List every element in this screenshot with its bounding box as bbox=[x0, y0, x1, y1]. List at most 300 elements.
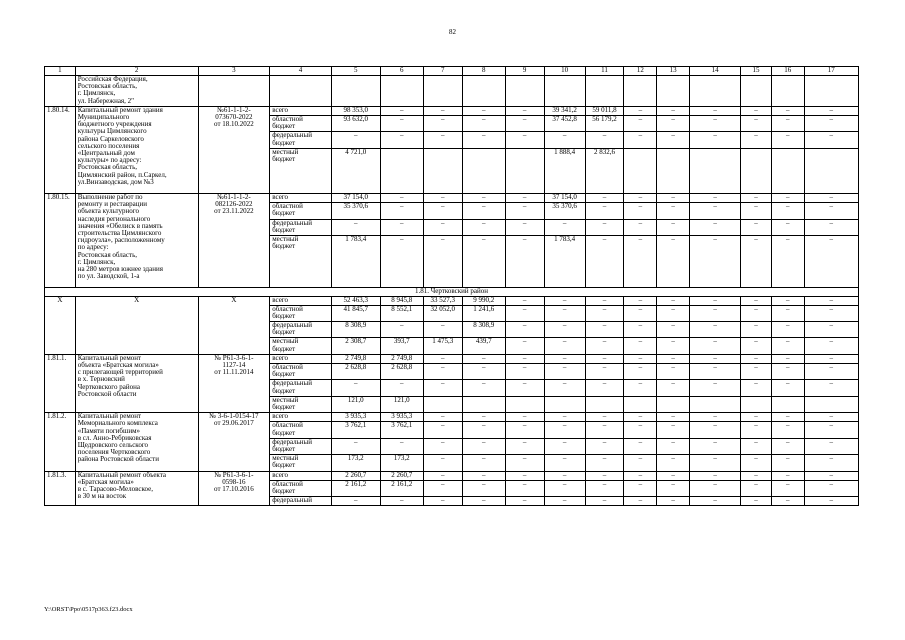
amount-cell: – bbox=[544, 354, 585, 363]
funding-source: местный бюджет bbox=[270, 235, 331, 287]
amount-cell: – bbox=[657, 364, 690, 380]
document-number: №61-1-1-2- 082126-2022 от 23.11.2022 bbox=[198, 193, 270, 287]
table-row bbox=[45, 413, 859, 422]
amount-cell: – bbox=[462, 497, 505, 506]
object-name: Капитальный ремонт объекта «Братская могила» с прилегающей территорией в х. Терновский Чертковского района Ростовской области bbox=[75, 354, 198, 412]
amount-cell: – bbox=[462, 380, 505, 396]
amount-cell: – bbox=[544, 480, 585, 496]
amount-cell: – bbox=[505, 380, 544, 396]
document-number: № Р61-3-6-1- 0598-16 от 17.10.2016 bbox=[198, 471, 270, 506]
amount-cell bbox=[544, 396, 585, 412]
amount-cell: 33 527,3 bbox=[423, 296, 462, 305]
amount-cell: – bbox=[804, 106, 858, 115]
amount-cell: – bbox=[771, 132, 804, 148]
amount-cell: 8 552,1 bbox=[380, 305, 423, 321]
amount-cell: – bbox=[585, 219, 624, 235]
amount-cell: 41 845,7 bbox=[331, 305, 380, 321]
amount-cell: – bbox=[804, 354, 858, 363]
header-cell: 1 bbox=[45, 67, 76, 76]
amount-cell: – bbox=[505, 219, 544, 235]
amount-cell: 59 011,8 bbox=[585, 106, 624, 115]
amount-cell bbox=[505, 396, 544, 412]
amount-cell: – bbox=[585, 413, 624, 422]
amount-cell: – bbox=[462, 438, 505, 454]
amount-cell: 2 749,8 bbox=[380, 354, 423, 363]
amount-cell: – bbox=[544, 380, 585, 396]
amount-cell bbox=[380, 148, 423, 193]
amount-cell: 8 308,9 bbox=[331, 322, 380, 338]
amount-cell: – bbox=[804, 380, 858, 396]
amount-cell: – bbox=[689, 115, 740, 131]
amount-cell bbox=[423, 396, 462, 412]
amount-cell: 2 161,2 bbox=[331, 480, 380, 496]
amount-cell: – bbox=[331, 132, 380, 148]
table-row bbox=[45, 106, 859, 115]
amount-cell bbox=[771, 148, 804, 193]
document-number: Х bbox=[198, 296, 270, 354]
amount-cell: – bbox=[544, 322, 585, 338]
amount-cell: – bbox=[462, 422, 505, 438]
amount-cell: – bbox=[624, 380, 657, 396]
amount-cell: – bbox=[689, 497, 740, 506]
amount-cell: – bbox=[657, 235, 690, 287]
amount-cell: – bbox=[804, 364, 858, 380]
amount-cell: – bbox=[741, 193, 772, 202]
amount-cell: – bbox=[804, 322, 858, 338]
amount-cell: – bbox=[624, 338, 657, 354]
amount-cell: – bbox=[624, 132, 657, 148]
amount-cell: – bbox=[689, 455, 740, 471]
amount-cell: – bbox=[771, 296, 804, 305]
amount-cell: – bbox=[741, 219, 772, 235]
amount-cell: – bbox=[585, 235, 624, 287]
amount-cell: – bbox=[380, 497, 423, 506]
funding-source: всего bbox=[270, 106, 331, 115]
amount-cell: – bbox=[741, 422, 772, 438]
item-number: 1.81.3. bbox=[45, 471, 76, 506]
amount-cell: – bbox=[771, 471, 804, 480]
amount-cell bbox=[505, 76, 544, 107]
funding-source: федеральный бюджет bbox=[270, 322, 331, 338]
amount-cell: – bbox=[804, 296, 858, 305]
header-cell: 16 bbox=[771, 67, 804, 76]
amount-cell: – bbox=[544, 305, 585, 321]
funding-source: всего bbox=[270, 193, 331, 202]
amount-cell: 2 260,7 bbox=[331, 471, 380, 480]
amount-cell: – bbox=[505, 235, 544, 287]
amount-cell: – bbox=[423, 413, 462, 422]
amount-cell: – bbox=[689, 296, 740, 305]
amount-cell: – bbox=[624, 364, 657, 380]
amount-cell: – bbox=[624, 354, 657, 363]
amount-cell: – bbox=[462, 354, 505, 363]
amount-cell: – bbox=[657, 438, 690, 454]
amount-cell: – bbox=[804, 422, 858, 438]
amount-cell: – bbox=[771, 322, 804, 338]
header-cell: 7 bbox=[423, 67, 462, 76]
amount-cell bbox=[624, 76, 657, 107]
amount-cell: – bbox=[423, 422, 462, 438]
amount-cell: – bbox=[771, 455, 804, 471]
table-row bbox=[45, 193, 859, 202]
amount-cell: 2 628,8 bbox=[331, 364, 380, 380]
amount-cell: – bbox=[741, 471, 772, 480]
funding-source: местный бюджет bbox=[270, 148, 331, 193]
amount-cell: – bbox=[505, 132, 544, 148]
amount-cell bbox=[741, 396, 772, 412]
amount-cell: – bbox=[771, 422, 804, 438]
funding-source bbox=[270, 76, 331, 107]
amount-cell: – bbox=[462, 471, 505, 480]
amount-cell: 1 241,6 bbox=[462, 305, 505, 321]
amount-cell: – bbox=[585, 203, 624, 219]
amount-cell: – bbox=[804, 413, 858, 422]
amount-cell bbox=[331, 76, 380, 107]
amount-cell: 3 935,3 bbox=[380, 413, 423, 422]
amount-cell: – bbox=[741, 354, 772, 363]
amount-cell: – bbox=[544, 438, 585, 454]
amount-cell: – bbox=[423, 438, 462, 454]
amount-cell: – bbox=[331, 438, 380, 454]
amount-cell: – bbox=[689, 322, 740, 338]
amount-cell: – bbox=[804, 115, 858, 131]
amount-cell: – bbox=[505, 322, 544, 338]
amount-cell: – bbox=[380, 115, 423, 131]
amount-cell bbox=[585, 396, 624, 412]
amount-cell: 3 762,1 bbox=[380, 422, 423, 438]
amount-cell: – bbox=[380, 322, 423, 338]
amount-cell bbox=[585, 76, 624, 107]
amount-cell: – bbox=[423, 203, 462, 219]
amount-cell: – bbox=[741, 364, 772, 380]
amount-cell: 32 052,0 bbox=[423, 305, 462, 321]
header-cell: 8 bbox=[462, 67, 505, 76]
amount-cell: – bbox=[771, 235, 804, 287]
amount-cell: – bbox=[771, 354, 804, 363]
funding-source: местный бюджет bbox=[270, 338, 331, 354]
amount-cell: – bbox=[624, 497, 657, 506]
amount-cell: – bbox=[505, 193, 544, 202]
document-number bbox=[198, 76, 270, 107]
amount-cell: – bbox=[462, 132, 505, 148]
amount-cell: – bbox=[585, 480, 624, 496]
funding-source: федеральный бюджет bbox=[270, 132, 331, 148]
object-name: Капитальный ремонт Мемориального комплекса «Памяти погибшим» в сл. Анно-Ребриковская Щедровского сельского поселения Чертковского района Ростовской области bbox=[75, 413, 198, 471]
amount-cell: – bbox=[462, 115, 505, 131]
amount-cell: – bbox=[624, 480, 657, 496]
header-cell: 11 bbox=[585, 67, 624, 76]
amount-cell: 98 353,0 bbox=[331, 106, 380, 115]
amount-cell: – bbox=[505, 115, 544, 131]
amount-cell: – bbox=[505, 438, 544, 454]
amount-cell bbox=[804, 76, 858, 107]
amount-cell: – bbox=[741, 413, 772, 422]
header-cell: 9 bbox=[505, 67, 544, 76]
amount-cell: – bbox=[380, 438, 423, 454]
amount-cell: – bbox=[657, 422, 690, 438]
amount-cell bbox=[689, 148, 740, 193]
object-name: Х bbox=[75, 296, 198, 354]
amount-cell: – bbox=[624, 296, 657, 305]
amount-cell bbox=[624, 396, 657, 412]
funding-source: областной бюджет bbox=[270, 364, 331, 380]
amount-cell: – bbox=[741, 497, 772, 506]
amount-cell: – bbox=[544, 471, 585, 480]
amount-cell: – bbox=[741, 438, 772, 454]
amount-cell: – bbox=[380, 203, 423, 219]
amount-cell: – bbox=[380, 219, 423, 235]
amount-cell bbox=[505, 148, 544, 193]
header-cell: 10 bbox=[544, 67, 585, 76]
amount-cell: – bbox=[462, 193, 505, 202]
amount-cell: – bbox=[657, 480, 690, 496]
amount-cell: – bbox=[585, 422, 624, 438]
amount-cell: – bbox=[771, 305, 804, 321]
amount-cell: – bbox=[741, 480, 772, 496]
amount-cell: – bbox=[771, 380, 804, 396]
amount-cell: – bbox=[331, 219, 380, 235]
amount-cell: – bbox=[423, 364, 462, 380]
amount-cell bbox=[462, 396, 505, 412]
amount-cell: 1 475,3 bbox=[423, 338, 462, 354]
amount-cell: – bbox=[804, 455, 858, 471]
amount-cell: – bbox=[741, 106, 772, 115]
amount-cell: 1 888,4 bbox=[544, 148, 585, 193]
funding-source: федеральный bbox=[270, 497, 331, 506]
amount-cell: – bbox=[689, 380, 740, 396]
funding-source: всего bbox=[270, 354, 331, 363]
amount-cell: – bbox=[657, 132, 690, 148]
amount-cell: – bbox=[741, 322, 772, 338]
amount-cell: – bbox=[462, 235, 505, 287]
item-number: 1.81.1. bbox=[45, 354, 76, 412]
amount-cell: – bbox=[544, 219, 585, 235]
amount-cell: – bbox=[505, 364, 544, 380]
item-number: Х bbox=[45, 296, 76, 354]
amount-cell: – bbox=[585, 471, 624, 480]
funding-source: федеральный бюджет bbox=[270, 219, 331, 235]
amount-cell bbox=[544, 76, 585, 107]
amount-cell: – bbox=[505, 338, 544, 354]
amount-cell: – bbox=[657, 322, 690, 338]
amount-cell: – bbox=[423, 455, 462, 471]
amount-cell: – bbox=[380, 235, 423, 287]
amount-cell: – bbox=[804, 338, 858, 354]
funding-source: областной бюджет bbox=[270, 422, 331, 438]
amount-cell: – bbox=[624, 471, 657, 480]
amount-cell: – bbox=[689, 132, 740, 148]
item-number: 1.80.14. bbox=[45, 106, 76, 193]
amount-cell bbox=[624, 148, 657, 193]
amount-cell: 37 154,0 bbox=[331, 193, 380, 202]
table-body bbox=[45, 67, 859, 506]
amount-cell: – bbox=[657, 115, 690, 131]
amount-cell: – bbox=[804, 235, 858, 287]
amount-cell bbox=[462, 76, 505, 107]
amount-cell: 2 628,8 bbox=[380, 364, 423, 380]
header-cell: 12 bbox=[624, 67, 657, 76]
amount-cell: 37 452,8 bbox=[544, 115, 585, 131]
amount-cell: – bbox=[804, 203, 858, 219]
funding-source: местный бюджет bbox=[270, 455, 331, 471]
amount-cell: – bbox=[741, 203, 772, 219]
amount-cell: – bbox=[741, 132, 772, 148]
amount-cell: – bbox=[689, 338, 740, 354]
header-cell: 4 bbox=[270, 67, 331, 76]
amount-cell: – bbox=[657, 193, 690, 202]
amount-cell: – bbox=[689, 193, 740, 202]
table-row bbox=[45, 76, 859, 107]
header-cell: 3 bbox=[198, 67, 270, 76]
amount-cell bbox=[804, 148, 858, 193]
amount-cell bbox=[689, 76, 740, 107]
amount-cell bbox=[423, 148, 462, 193]
amount-cell: – bbox=[657, 413, 690, 422]
table-row bbox=[45, 354, 859, 363]
amount-cell: – bbox=[741, 455, 772, 471]
amount-cell: – bbox=[624, 219, 657, 235]
amount-cell: – bbox=[423, 132, 462, 148]
amount-cell: – bbox=[804, 480, 858, 496]
amount-cell: 173,2 bbox=[331, 455, 380, 471]
amount-cell: – bbox=[804, 471, 858, 480]
amount-cell: – bbox=[505, 471, 544, 480]
amount-cell: – bbox=[462, 364, 505, 380]
amount-cell: – bbox=[624, 305, 657, 321]
amount-cell: – bbox=[585, 497, 624, 506]
amount-cell: – bbox=[331, 380, 380, 396]
item-number: 1.81.2. bbox=[45, 413, 76, 471]
amount-cell: 439,7 bbox=[462, 338, 505, 354]
funding-source: федеральный бюджет bbox=[270, 438, 331, 454]
amount-cell: – bbox=[689, 305, 740, 321]
file-path-footer: Y:\ORST\Ppo\0517p363.f23.docx bbox=[44, 606, 133, 613]
amount-cell: – bbox=[624, 455, 657, 471]
amount-cell: – bbox=[585, 322, 624, 338]
amount-cell: – bbox=[505, 305, 544, 321]
document-number: №61-1-1-2- 073670-2022 от 18.10.2022 bbox=[198, 106, 270, 193]
amount-cell: – bbox=[423, 380, 462, 396]
amount-cell: – bbox=[585, 364, 624, 380]
amount-cell: – bbox=[462, 413, 505, 422]
amount-cell: – bbox=[585, 305, 624, 321]
amount-cell: – bbox=[585, 338, 624, 354]
amount-cell: – bbox=[657, 305, 690, 321]
amount-cell bbox=[741, 148, 772, 193]
amount-cell: 4 721,0 bbox=[331, 148, 380, 193]
amount-cell: – bbox=[544, 413, 585, 422]
amount-cell: – bbox=[585, 380, 624, 396]
amount-cell bbox=[657, 148, 690, 193]
object-name: Выполнение работ по ремонту и реставрации объекта культурного наследия регионального значения «Обелиск в память строительства Цимлянского гидроузла», расположенному по адресу: Ростовская область, г. Цимлянск, на 280 метров южнее здания по ул. Заводской, 1-а bbox=[75, 193, 198, 287]
amount-cell: – bbox=[771, 193, 804, 202]
amount-cell bbox=[741, 76, 772, 107]
amount-cell: 3 762,1 bbox=[331, 422, 380, 438]
amount-cell: – bbox=[771, 115, 804, 131]
amount-cell: – bbox=[585, 193, 624, 202]
amount-cell: – bbox=[657, 203, 690, 219]
amount-cell: – bbox=[423, 193, 462, 202]
amount-cell: – bbox=[423, 471, 462, 480]
amount-cell: – bbox=[462, 455, 505, 471]
object-name: Российская Федерация, Ростовская область, г. Цимлянск, ул. Набережная, 2" bbox=[75, 76, 198, 107]
amount-cell: – bbox=[423, 322, 462, 338]
amount-cell: – bbox=[741, 235, 772, 287]
amount-cell: 56 179,2 bbox=[585, 115, 624, 131]
amount-cell: 39 341,2 bbox=[544, 106, 585, 115]
amount-cell: – bbox=[380, 106, 423, 115]
amount-cell: – bbox=[657, 354, 690, 363]
funding-source: всего bbox=[270, 296, 331, 305]
object-name: Капитальный ремонт объекта «Братская могила» в с. Тарасово-Меловское, в 30 м на восток bbox=[75, 471, 198, 506]
amount-cell: – bbox=[624, 115, 657, 131]
amount-cell bbox=[380, 76, 423, 107]
header-row bbox=[45, 67, 859, 76]
amount-cell: – bbox=[331, 497, 380, 506]
amount-cell: 52 463,3 bbox=[331, 296, 380, 305]
amount-cell: – bbox=[771, 364, 804, 380]
amount-cell bbox=[804, 396, 858, 412]
amount-cell: 1 783,4 bbox=[331, 235, 380, 287]
amount-cell: – bbox=[505, 413, 544, 422]
amount-cell: 2 260,7 bbox=[380, 471, 423, 480]
amount-cell: – bbox=[423, 497, 462, 506]
section-row bbox=[45, 288, 859, 296]
amount-cell: – bbox=[657, 380, 690, 396]
amount-cell: – bbox=[585, 438, 624, 454]
amount-cell: – bbox=[689, 471, 740, 480]
amount-cell: – bbox=[657, 106, 690, 115]
amount-cell bbox=[689, 396, 740, 412]
amount-cell bbox=[657, 396, 690, 412]
amount-cell: 93 632,0 bbox=[331, 115, 380, 131]
amount-cell: – bbox=[423, 235, 462, 287]
amount-cell: – bbox=[741, 380, 772, 396]
amount-cell: – bbox=[771, 219, 804, 235]
amount-cell: 2 161,2 bbox=[380, 480, 423, 496]
amount-cell bbox=[657, 76, 690, 107]
amount-cell: – bbox=[624, 438, 657, 454]
item-number: 1.80.15. bbox=[45, 193, 76, 287]
header-cell: 2 bbox=[75, 67, 198, 76]
amount-cell: – bbox=[771, 203, 804, 219]
amount-cell: 35 370,6 bbox=[544, 203, 585, 219]
amount-cell: 9 990,2 bbox=[462, 296, 505, 305]
amount-cell: – bbox=[380, 193, 423, 202]
amount-cell: – bbox=[505, 106, 544, 115]
table-row bbox=[45, 471, 859, 480]
amount-cell: – bbox=[585, 455, 624, 471]
amount-cell: – bbox=[689, 106, 740, 115]
amount-cell: – bbox=[771, 497, 804, 506]
amount-cell: – bbox=[423, 106, 462, 115]
amount-cell: – bbox=[462, 106, 505, 115]
amount-cell: – bbox=[771, 413, 804, 422]
amount-cell: – bbox=[741, 305, 772, 321]
document-number: № 3-6-1-0154-17 от 29.06.2017 bbox=[198, 413, 270, 471]
amount-cell: – bbox=[423, 115, 462, 131]
amount-cell: – bbox=[585, 132, 624, 148]
funding-source: областной бюджет bbox=[270, 115, 331, 131]
amount-cell: – bbox=[624, 413, 657, 422]
object-name: Капитальный ремонт здания Муниципального бюджетного учреждения культуры Цимлянского района Саркеловского сельского поселения «Центральный дом культуры» по адресу: Ростовская область, Цимлянский район, п.Саркел, ул.Винзаводская, дом №3 bbox=[75, 106, 198, 193]
amount-cell: – bbox=[544, 364, 585, 380]
amount-cell: 3 935,3 bbox=[331, 413, 380, 422]
amount-cell: – bbox=[505, 497, 544, 506]
amount-cell: – bbox=[804, 193, 858, 202]
funding-source: областной бюджет bbox=[270, 480, 331, 496]
amount-cell: – bbox=[804, 219, 858, 235]
